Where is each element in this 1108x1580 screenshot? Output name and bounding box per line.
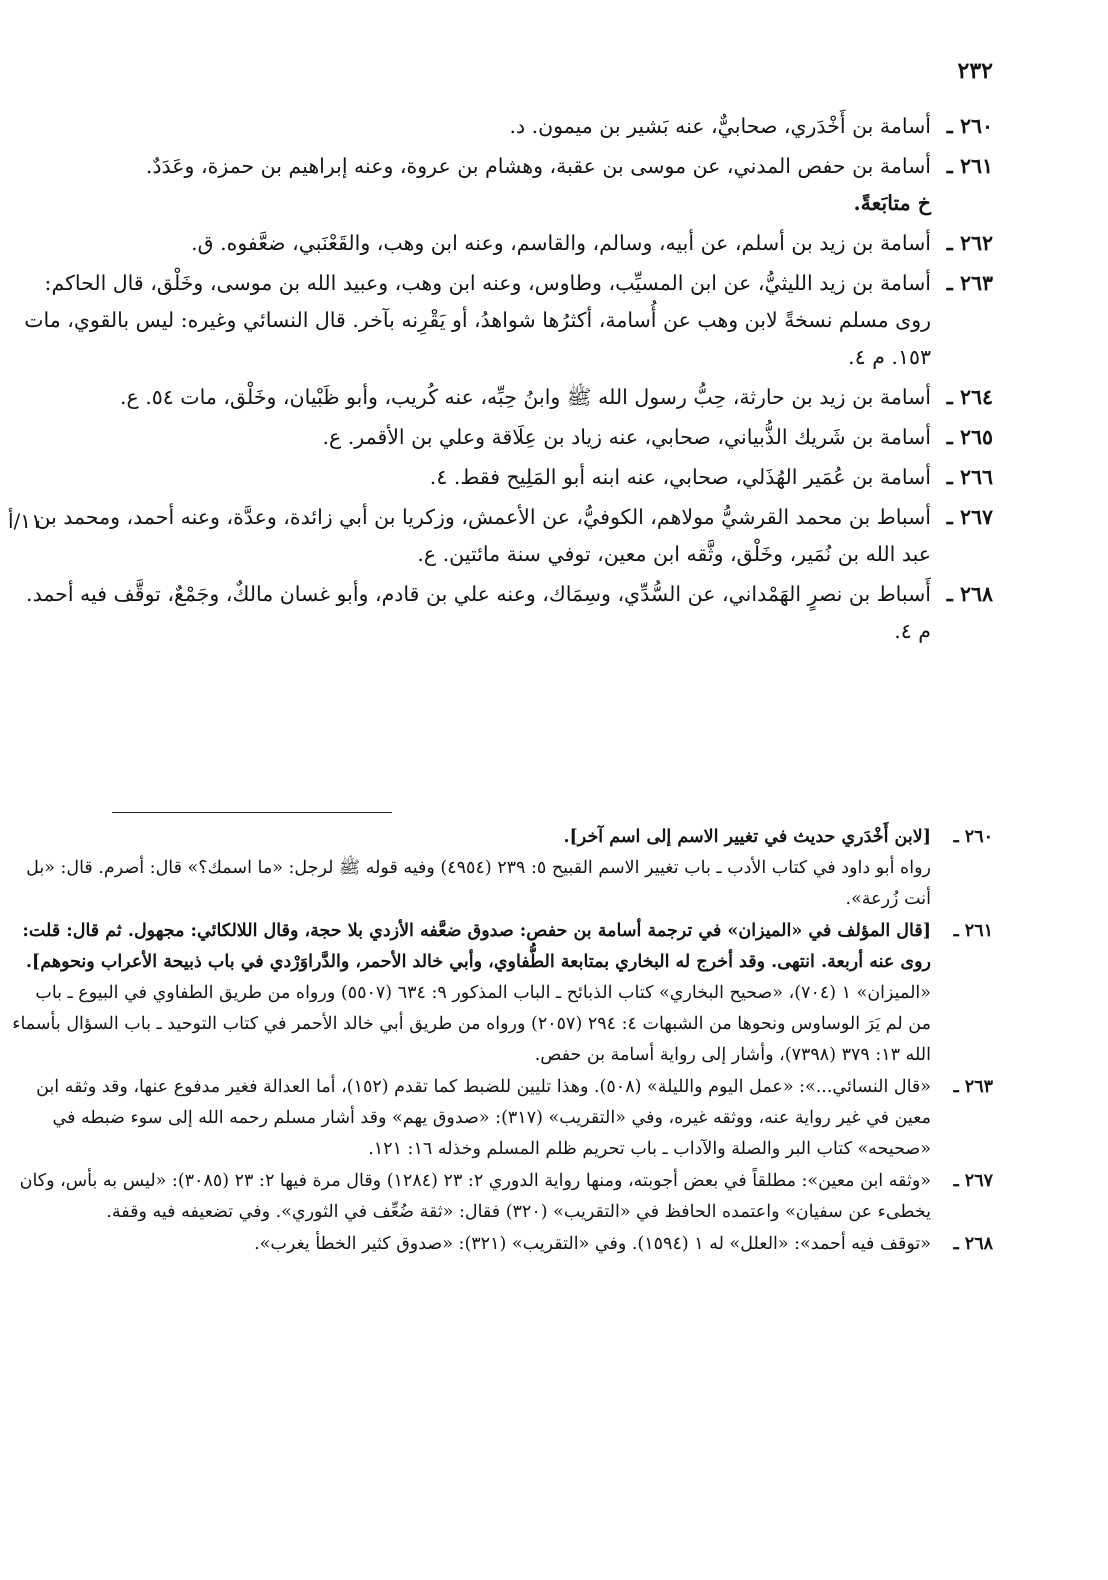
entry-number: ٢٦٣ ـ bbox=[946, 271, 993, 295]
footnotes bbox=[11, 822, 993, 1261]
entry-text: أسامة بن شَريك الذُّبياني، صحابي، عنه زياد بن عِلَاقة وعلي بن الأقمر. ع. bbox=[322, 425, 931, 449]
entry-number: ٢٦٢ ـ bbox=[946, 231, 993, 255]
entry-261 bbox=[18, 148, 993, 222]
entry-265 bbox=[18, 419, 993, 456]
footnote-text: «توقف فيه أحمد»: «العلل» له ١ (١٥٩٤). وفي «التقريب» (٣٢١): «صدوق كثير الخطأ يغرب». bbox=[254, 1234, 931, 1254]
footnote-number: ٢٦٨ ـ bbox=[953, 1234, 993, 1254]
footnote-text: رواه أبو داود في كتاب الأدب ـ باب تغيير الاسم القبيح ٥: ٢٣٩ (٤٩٥٤) وفيه قوله ﷺ لرجل: «ما اسمك؟» قال: أصرم. قال: «بل أنت زُرعة». bbox=[26, 858, 931, 909]
footnote-number: ٢٦٣ ـ bbox=[953, 1077, 993, 1097]
footnote-263 bbox=[11, 1072, 993, 1165]
entry-number: ٢٦١ ـ bbox=[946, 154, 993, 178]
footnote-separator bbox=[112, 812, 392, 813]
margin-folio-note: ١١/أ bbox=[8, 509, 42, 533]
entry-number: ٢٦٦ ـ bbox=[946, 465, 993, 489]
entry-262 bbox=[18, 225, 993, 262]
entry-text: أسامة بن حفص المدني، عن موسى بن عقبة، وهشام بن عروة، وعنه إبراهيم بن حمزة، وعَدَدٌ. bbox=[145, 154, 931, 178]
entry-268 bbox=[18, 576, 993, 650]
footnote-number: ٢٦٧ ـ bbox=[953, 1171, 993, 1191]
entry-symbol-line: خ متابَعةً. bbox=[853, 191, 931, 215]
entry-text: أسامة بن زيد بن حارثة، حِبُّ رسول الله ﷺ وابنُ حِبِّه، عنه كُريب، وأبو ظَبْيان، وخَلْق، مات ٥٤. ع. bbox=[119, 385, 931, 409]
footnote-261 bbox=[11, 916, 993, 1071]
footnote-heading: [قال المؤلف في «الميزان» في ترجمة أسامة بن حفص: صدوق ضعَّفه الأزدي بلا حجة، وقال اللالكائي: مجهول. ثم قال: قلت: روى عنه أربعة. انتهى. وقد أخرج له البخاري بمتابعة الطُّفاوي، وأبي خالد الأحمر، والدَّراوَرْدي في باب ذبيحة الأعراب ونحوهم]. bbox=[22, 921, 931, 972]
footnote-heading: [لابن أَخْدَري حديث في تغيير الاسم إلى اسم آخر]. bbox=[563, 827, 931, 847]
entry-text: أسباط بن محمد القرشيُّ مولاهم، الكوفيُّ، عن الأعمش، وزكريا بن أبي زائدة، وعدَّة، وعنه أحمد، ومحمد بن عبد الله بن نُمَير، وخَلْق، وثَّقه ابن معين، توفي سنة مائتين. ع. bbox=[35, 505, 931, 566]
entry-number: ٢٦٨ ـ bbox=[946, 582, 993, 606]
entry-text: أسامة بن زيد الليثيُّ، عن ابن المسيِّب، وطاوس، وعنه ابن وهب، وعبيد الله بن موسى، وخَلْق، قال الحاكم: روى مسلم نسخةً لابن وهب عن أُسامة، أكثرُها شواهدُ، أو يَقْرِنه بآخر. قال النسائي وغيره: ليس بالقوي، مات ١٥٣. م ٤. bbox=[24, 271, 931, 369]
footnote-267 bbox=[11, 1166, 993, 1228]
entry-text: أسامة بن أَخْدَري، صحابيٌّ، عنه بَشير بن ميمون. د. bbox=[509, 114, 931, 138]
entry-263 bbox=[18, 265, 993, 376]
entry-267 bbox=[18, 499, 993, 573]
entry-number: ٢٦٧ ـ bbox=[946, 505, 993, 529]
page-number: ٢٣٢ bbox=[957, 58, 993, 84]
footnote-text: «الميزان» ١ (٧٠٤)، «صحيح البخاري» كتاب الذبائح ـ الباب المذكور ٩: ٦٣٤ (٥٥٠٧) ورواه من طريق الطفاوي في البيوع ـ باب من لم يَرَ الوساوس ونحوها من الشبهات ٤: ٢٩٤ (٢٠٥٧) ورواه من طريق أبي خالد الأحمر في كتاب التوحيد ـ باب السؤال بأسماء الله ١٣: ٣٧٩ (٧٣٩٨)، وأشار إلى رواية أسامة بن حفص. bbox=[12, 983, 931, 1065]
footnote-268 bbox=[11, 1229, 993, 1260]
footnote-text: «وثقه ابن معين»: مطلقاً في بعض أجوبته، ومنها رواية الدوري ٢: ٢٣ (١٢٨٤) وقال مرة فيها ٢: ٢٣ (٣٠٨٥): «ليس به بأس، وكان يخطىء عن سفيان» واعتمده الحافظ في «التقريب» (٣٢٠) فقال: «ثقة ضُعِّف في الثوري». وفي تضعيفه فيه وقفة. bbox=[19, 1171, 931, 1222]
footnote-number: ٢٦٠ ـ bbox=[953, 827, 993, 847]
entry-number: ٢٦٤ ـ bbox=[946, 385, 993, 409]
main-text bbox=[18, 108, 993, 653]
entry-number: ٢٦٥ ـ bbox=[946, 425, 993, 449]
footnote-260 bbox=[11, 822, 993, 915]
entry-264 bbox=[18, 379, 993, 416]
entry-text: أَسباط بن نصرٍ الهَمْداني، عن السُّدِّي، وسِمَاك، وعنه علي بن قادم، وأبو غسان مالكٌ، وجَمْعٌ، توقَّف فيه أحمد. م ٤. bbox=[26, 582, 931, 643]
entry-number: ٢٦٠ ـ bbox=[946, 114, 993, 138]
entry-266 bbox=[18, 459, 993, 496]
entry-text: أسامة بن عُمَير الهُذَلي، صحابي، عنه ابنه أبو المَلِيح فقط. ٤. bbox=[429, 465, 931, 489]
entry-260 bbox=[18, 108, 993, 145]
footnote-number: ٢٦١ ـ bbox=[953, 921, 993, 941]
entry-text: أسامة بن زيد بن أسلم، عن أبيه، وسالم، والقاسم، وعنه ابن وهب، والقَعْنَبي، ضعَّفوه. ق. bbox=[191, 231, 931, 255]
footnote-text: «قال النسائي...»: «عمل اليوم والليلة» (٥٠٨). وهذا تليين للضبط كما تقدم (١٥٢)، أما العدالة فغير مدفوع عنها، وقد وثقه ابن معين في غير رواية عنه، ووثقه غيره، وفي «التقريب» (٣١٧): «صدوق يهم» وقد أشار مسلم رحمه الله إلى سوء ضبطه في «صحيحه» كتاب البر والصلة والآداب ـ باب تحريم ظلم المسلم وخذله ١٦: ١٢١. bbox=[36, 1077, 931, 1159]
